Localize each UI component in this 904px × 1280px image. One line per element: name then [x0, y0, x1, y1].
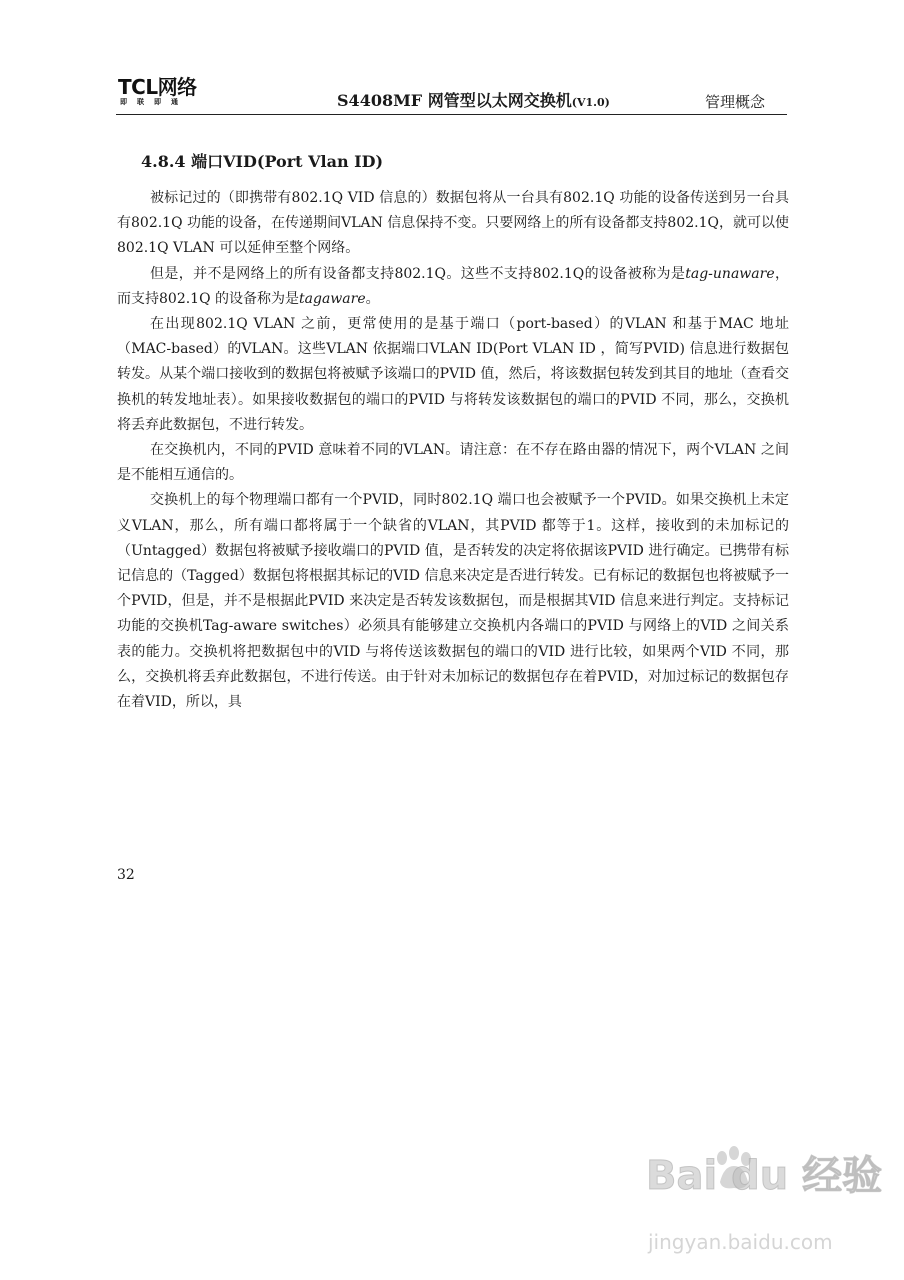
document-title [337, 91, 610, 113]
paragraph-5: 交换机上的每个物理端口都有一个PVID，同时802.1Q 端口也会被赋予一个PVID。如果交换机上未定义VLAN，那么，所有端口都将属于一个缺省的VLAN，其PVID 都等于1。这样，接收到的未加标记的（Untagged）数据包将被赋予接收端口的PVID 值，是否转发的决定将依据该PVID 进行确定。已携带有标记信息的（Tagged）数据包将根据其标记的VID 信息来决定是否进行转发。已有标记的数据包也将被赋予一个PVID，但是，并不是根据此PVID 来决定是否转发该数据包，而是根据其VID 信息来进行判定。支持标记功能的交换机Tag-aware switches）必须具有能够建立交换机内各端口的PVID 与网络上的VID 之间关系表的能力。交换机将把数据包中的VID 与将传送该数据包的端口的VID 进行比较，如果两个VID 不同，那么，交换机将丢弃此数据包，不进行传送。由于针对未加标记的数据包存在着PVID，对加过标记的数据包存在着VID，所以，具 [117, 492, 789, 711]
tcl-logo [118, 76, 218, 110]
header-section-name: 管理概念 [705, 93, 766, 111]
paragraph-2-text-e: 。 [365, 290, 380, 307]
baidu-jingyan-watermark [640, 1148, 883, 1268]
section-heading: 4.8.4 端口VID(Port Vlan ID) [141, 152, 384, 171]
watermark-url: jingyan.baidu.com [648, 1230, 833, 1254]
header-rule [116, 114, 787, 115]
page-header [0, 0, 904, 120]
paragraph-1: 被标记过的（即携带有802.1Q VID 信息的）数据包将从一台具有802.1Q 功能的设备传送到另一台具有802.1Q 功能的设备，在传递期间VLAN 信息保持不变。只要网络上的所有设备都支持802.1Q，就可以使802.1Q VLAN 可以延伸至整个网络。 [117, 190, 789, 257]
page-number: 32 [117, 867, 135, 883]
body-content [117, 186, 789, 715]
term-tagaware: tagaware [299, 290, 366, 307]
watermark-brand: Bai du 经验 [646, 1153, 883, 1199]
paragraph-2 [117, 262, 789, 312]
term-tag-unaware: tag-unaware [685, 265, 775, 282]
paragraph-2-text-c: ，而支持802.1Q 的设备称为是 [117, 265, 789, 307]
paragraph-3: 在出现802.1Q VLAN 之前，更常使用的是基于端口（port-based）的VLAN 和基于MAC 地址（MAC-based）的VLAN。这些VLAN 依据端口VLAN ID(Port VLAN ID ，简写PVID) 信息进行数据包转发。从某个端口接收到的数据包将被赋予该端口的PVID 值，然后，将该数据包转发到其目的地址（查看交换机的转发地址表）。如果接收数据包的端口的PVID 与将转发该数据包的端口的PVID 不同，那么，交换机将丢弃此数据包，不进行转发。 [117, 316, 789, 433]
paragraph-2-text-a: 但是，并不是网络上的所有设备都支持802.1Q。这些不支持802.1Q的设备被称为是 [150, 265, 686, 282]
document-version: (V1.0) [571, 96, 610, 109]
paragraph-4: 在交换机内，不同的PVID 意味着不同的VLAN。请注意：在不存在路由器的情况下，两个VLAN 之间是不能相互通信的。 [117, 442, 789, 484]
logo-tagline: 即联即通 [120, 98, 188, 106]
logo-text: TCL网络 [118, 75, 197, 99]
document-title-text: S4408MF 网管型以太网交换机 [337, 91, 572, 110]
